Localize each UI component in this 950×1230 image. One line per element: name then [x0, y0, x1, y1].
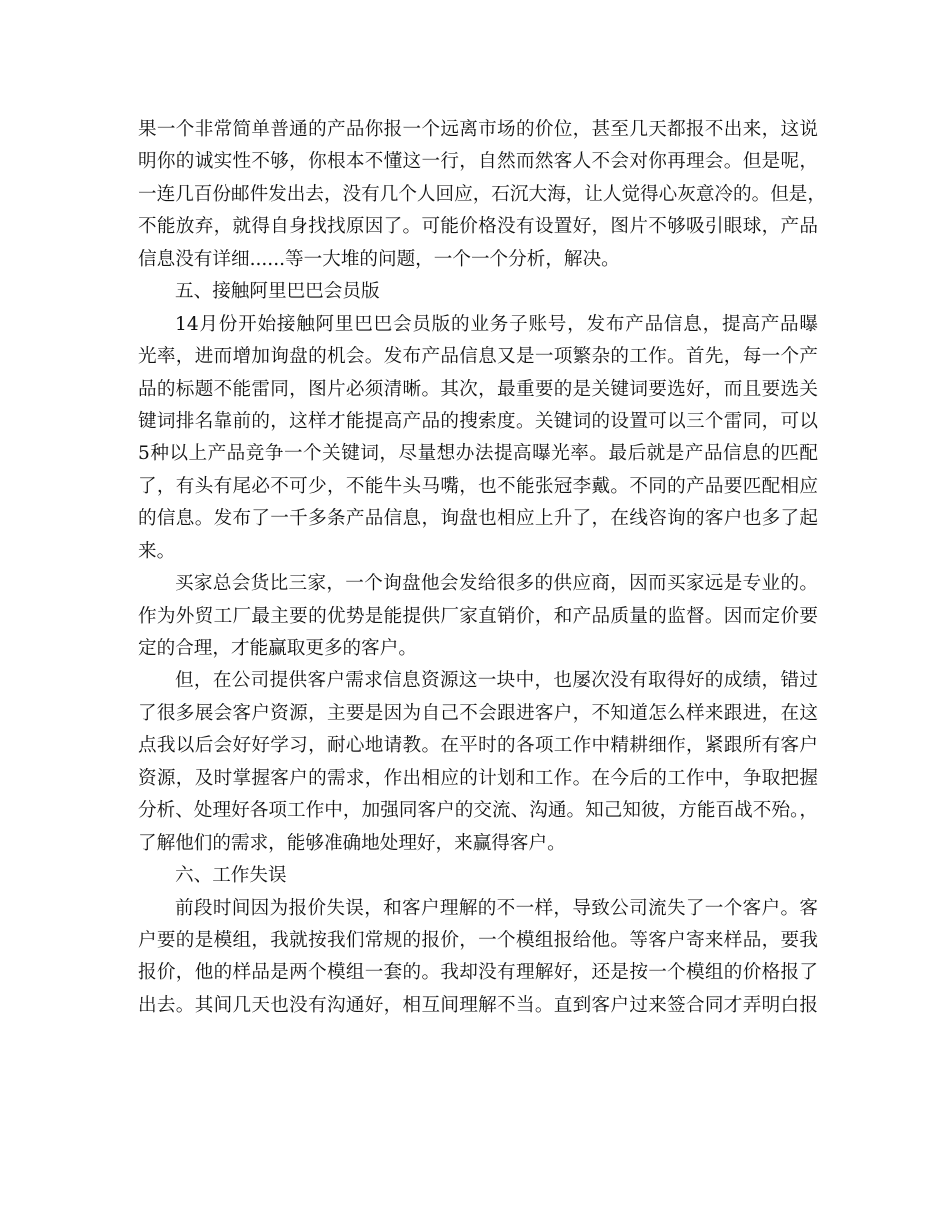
paragraph-line: 了很多展会客户资源，主要是因为自己不会跟进客户，不知道怎么样来跟进，在这 [138, 702, 818, 724]
paragraph-line: 了解他们的需求，能够准确地处理好，来赢得客户。 [138, 832, 566, 854]
paragraph-line: 果一个非常简单普通的产品你报一个远离市场的价位，甚至几天都报不出来，这说 [138, 119, 818, 140]
paragraph-line: 信息没有详细......等一大堆的问题，一个一个分析，解决。 [138, 248, 620, 270]
paragraph-line: 买家总会货比三家，一个询盘他会发给很多的供应商，因而买家远是专业的。 [175, 573, 818, 595]
paragraph-line: 定的合理，才能赢取更多的客户。 [138, 638, 417, 659]
document-body [138, 114, 826, 1022]
paragraph-line: 资源，及时掌握客户的需求，作出相应的计划和工作。在今后的工作中，争取把握 [138, 767, 818, 789]
paragraph-line: 作为外贸工厂最主要的优势是能提供厂家直销价，和产品质量的监督。因而定价要 [138, 605, 818, 627]
paragraph-line: 不能放弃，就得自身找找原因了。可能价格没有设置好，图片不够吸引眼球，产品 [138, 216, 818, 238]
paragraph-line: 户要的是模组，我就按我们常规的报价，一个模组报给他。等客户寄来样品，要我 [138, 929, 818, 951]
paragraph-line: 但，在公司提供客户需求信息资源这一块中，也屡次没有取得好的成绩，错过 [175, 670, 818, 692]
paragraph-line: 5种以上产品竞争一个关键词，尽量想办法提高曝光率。最后就是产品信息的匹配 [138, 443, 818, 465]
paragraph-line: 了，有头有尾必不可少，不能牛头马嘴，也不能张冠李戴。不同的产品要匹配相应 [138, 475, 818, 497]
paragraph-line: 明你的诚实性不够，你根本不懂这一行，自然而然客人不会对你再理会。但是呢， [138, 151, 818, 173]
section-heading: 六、工作失误 [175, 865, 287, 887]
paragraph-line: 光率，进而增加询盘的机会。发布产品信息又是一项繁杂的工作。首先，每一个产 [138, 346, 818, 368]
paragraph-line: 14月份开始接触阿里巴巴会员版的业务子账号，发布产品信息，提高产品曝 [175, 313, 818, 335]
paragraph-line: 点我以后会好好学习，耐心地请教。在平时的各项工作中精耕细作，紧跟所有客户 [138, 735, 818, 757]
paragraph-line: 分析、处理好各项工作中，加强同客户的交流、沟通。知己知彼，方能百战不殆。， [138, 800, 818, 822]
paragraph-line: 出去。其间几天也没有沟通好，相互间理解不当。直到客户过来签合同才弄明白报 [138, 994, 818, 1016]
section-heading: 五、接触阿里巴巴会员版 [175, 281, 380, 303]
paragraph-line: 一连几百份邮件发出去，没有几个人回应，石沉大海，让人觉得心灰意冷的。但是， [138, 183, 826, 205]
paragraph-line: 的信息。发布了一千多条产品信息，询盘也相应上升了，在线咨询的客户也多了起 [138, 508, 818, 530]
paragraph-line: 品的标题不能雷同，图片必须清晰。其次，最重要的是关键词要选好，而且要选关 [138, 378, 818, 400]
paragraph-line: 前段时间因为报价失误，和客户理解的不一样，导致公司流失了一个客户。客 [175, 897, 818, 919]
paragraph-line: 键词排名靠前的，这样才能提高产品的搜索度。关键词的设置可以三个雷同，可以 [138, 410, 818, 432]
paragraph-line: 来。 [138, 540, 176, 562]
paragraph-line: 报价，他的样品是两个模组一套的。我却没有理解好，还是按一个模组的价格报了 [138, 962, 818, 984]
